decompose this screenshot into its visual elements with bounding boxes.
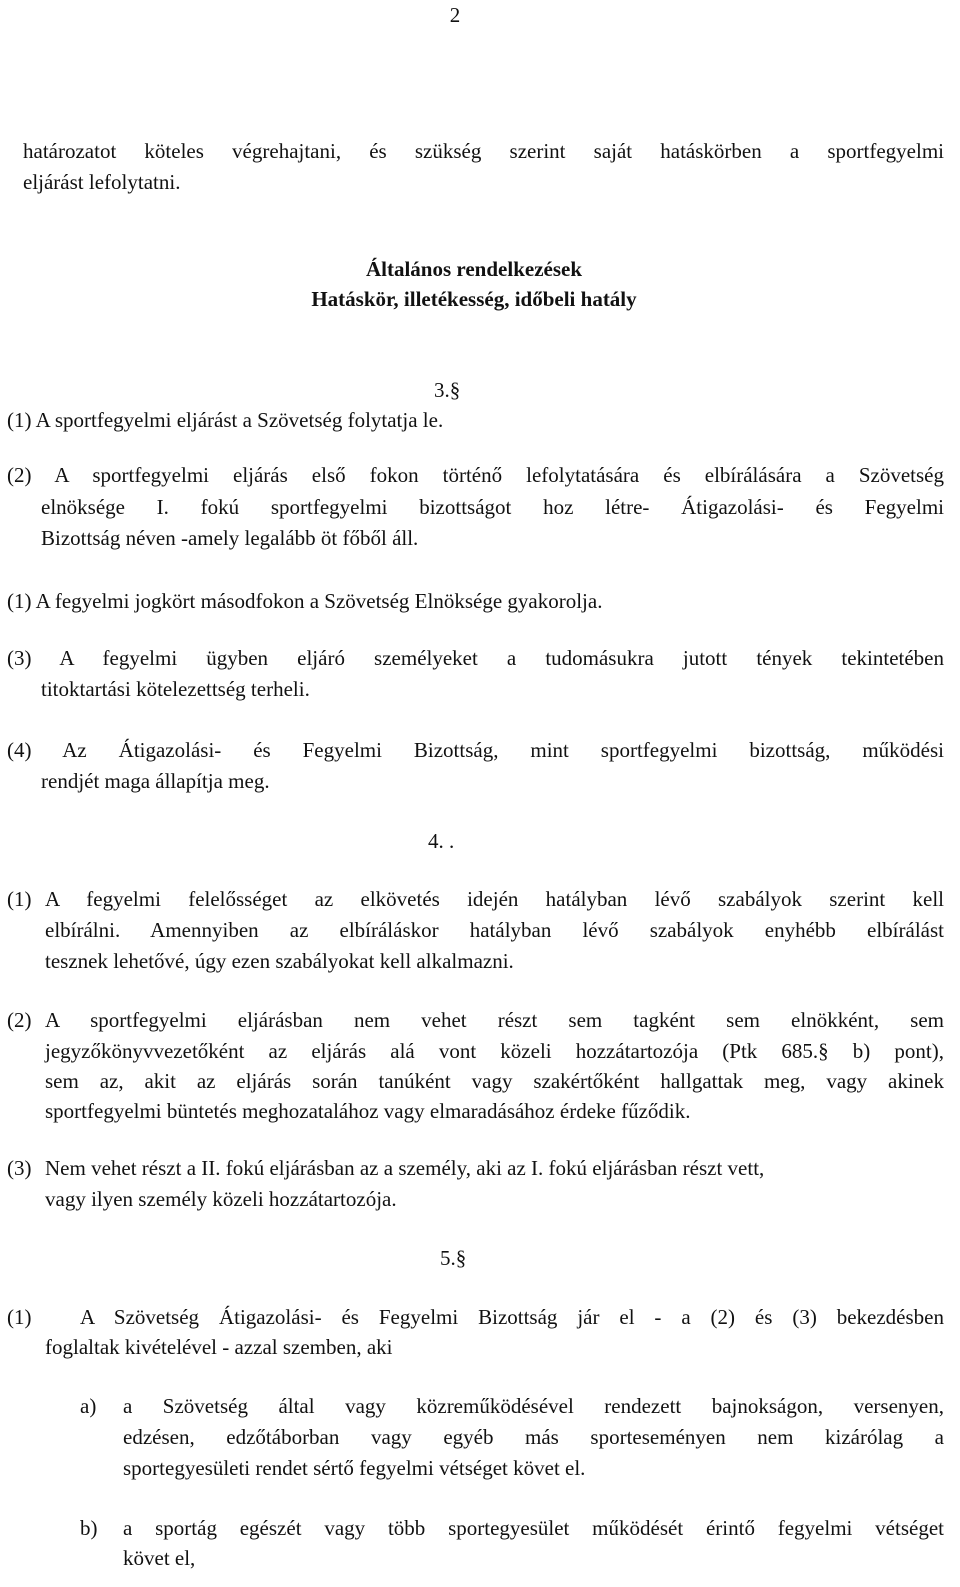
- text-line: rendjét maga állapítja meg.: [41, 769, 270, 793]
- heading-title: Általános rendelkezések: [365, 257, 583, 281]
- section-number: 3.§: [434, 378, 461, 402]
- text-line: a Szövetség által vagy közreműködésével rendezett bajnokságon, versenyen,: [123, 1394, 944, 1418]
- section-number: 4. .: [428, 829, 455, 853]
- heading-subtitle: Hatáskör, illetékesség, időbeli hatály: [311, 287, 637, 311]
- text-line: tesznek lehetővé, úgy ezen szabályokat kell alkalmazni.: [45, 949, 514, 973]
- text-line: A Szövetség Átigazolási- és Fegyelmi Bizottság jár el - a (2) és (3) bekezdésben: [80, 1305, 944, 1329]
- text-line: sportegyesületi rendet sértő fegyelmi vétséget követ el.: [123, 1456, 586, 1480]
- text-line: foglaltak kivételével - azzal szemben, aki: [45, 1335, 393, 1359]
- paragraph-number: (3): [7, 1156, 32, 1180]
- paragraph: (1) A fegyelmi jogkört másodfokon a Szövetség Elnöksége gyakorolja.: [7, 589, 603, 613]
- paragraph: (1) A sportfegyelmi eljárást a Szövetség folytatja le.: [7, 408, 444, 432]
- text-line: elbírálni. Amennyiben az elbíráláskor hatályban lévő szabályok enyhébb elbírálást: [45, 918, 944, 942]
- text-line: (2) A sportfegyelmi eljárás első fokon történő lefolytatására és elbírálására a Szövetség: [7, 463, 944, 487]
- text-line: (3) A fegyelmi ügyben eljáró személyeket a tudomásukra jutott tények tekintetében: [7, 646, 944, 670]
- text-line: edzésen, edzőtáborban vagy egyéb más sporteseményen nem kizárólag a: [123, 1425, 944, 1449]
- text-line: elnöksége I. fokú sportfegyelmi bizottságot hoz létre- Átigazolási- és Fegyelmi: [41, 495, 944, 519]
- text-line: követ el,: [123, 1546, 196, 1570]
- text-line: sem az, akit az eljárás során tanúként vagy szakértőként hallgattak meg, vagy akinek: [45, 1069, 944, 1093]
- text-line: határozatot köteles végrehajtani, és szükség szerint saját hatáskörben a sportfegyelmi: [23, 139, 944, 163]
- paragraph-number: (1): [7, 887, 32, 911]
- section-number: 5.§: [440, 1246, 467, 1270]
- paragraph-number: (1): [7, 1305, 32, 1329]
- paragraph-number: (2): [7, 1008, 32, 1032]
- list-item-label: b): [80, 1516, 98, 1540]
- text-line: sportfegyelmi büntetés meghozatalához vagy elmaradásához érdeke fűződik.: [45, 1099, 691, 1123]
- text-line: A fegyelmi felelősséget az elkövetés idején hatályban lévő szabályok szerint kell: [45, 887, 944, 911]
- text-line: titoktartási kötelezettség terheli.: [41, 677, 310, 701]
- text-line: A sportfegyelmi eljárásban nem vehet részt sem tagként sem elnökként, sem: [45, 1008, 944, 1032]
- text-line: Nem vehet részt a II. fokú eljárásban az a személy, aki az I. fokú eljárásban részt vett,: [45, 1156, 765, 1180]
- text-line: (4) Az Átigazolási- és Fegyelmi Bizottság, mint sportfegyelmi bizottság, működési: [7, 738, 944, 762]
- text-line: Bizottság néven -amely legalább öt főből áll.: [41, 526, 419, 550]
- page-number: 2: [449, 3, 461, 27]
- text-line: a sportág egészét vagy több sportegyesület működését érintő fegyelmi vétséget: [123, 1516, 944, 1540]
- text-line: vagy ilyen személy közeli hozzátartozója.: [45, 1187, 397, 1211]
- text-line: jegyzőkönyvvezetőként az eljárás alá vont közeli hozzátartozója (Ptk 685.§ b) pont),: [45, 1039, 944, 1063]
- list-item-label: a): [80, 1394, 97, 1418]
- text-line: eljárást lefolytatni.: [23, 170, 181, 194]
